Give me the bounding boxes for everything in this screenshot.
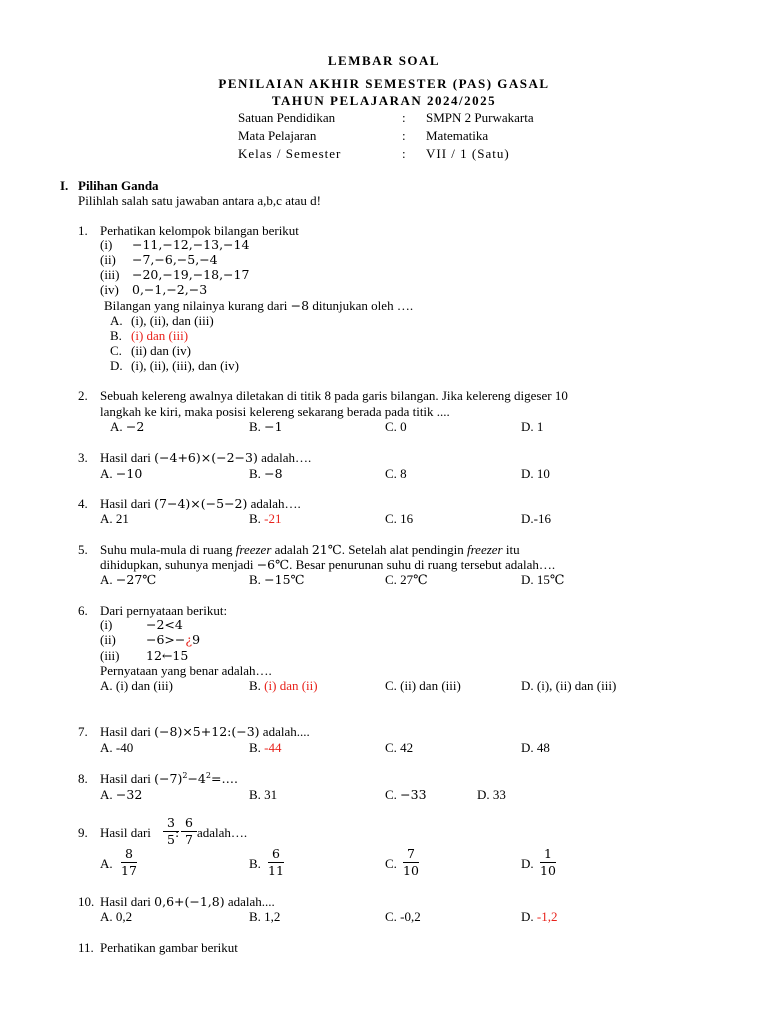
option-c[interactable]: C. -0,2	[385, 909, 421, 924]
option-d[interactable]: D. 48	[521, 740, 550, 755]
option-value-answer: -44	[264, 740, 282, 755]
info-colon: :	[402, 146, 406, 161]
option-letter: C.	[385, 787, 397, 802]
option-c[interactable]: C. 27℃	[385, 572, 428, 587]
expr-part: −4	[187, 771, 206, 786]
question-text	[100, 557, 555, 572]
option-b[interactable]: B. 31	[249, 787, 278, 802]
item-label: (i)	[100, 237, 113, 252]
option-a[interactable]: A. 21	[100, 511, 129, 526]
question-post: adalah....	[262, 724, 310, 739]
question-text: Perhatikan kelompok bilangan berikut	[100, 223, 299, 238]
option-letter[interactable]: D.	[110, 358, 123, 373]
text-part: dihidupkan, suhunya menjadi	[100, 557, 254, 572]
option-value: −2	[125, 419, 145, 434]
option-a[interactable]: A. -40	[100, 740, 134, 755]
item-value: 0,−1,−2,−3	[132, 282, 208, 297]
option-value: −8	[264, 466, 283, 481]
info-label: Satuan Pendidikan	[238, 110, 336, 125]
option-text-answer[interactable]: (i) dan (iii)	[131, 328, 189, 343]
option-b[interactable]	[249, 511, 282, 526]
question-number: 3.	[78, 450, 88, 465]
option-a[interactable]	[100, 787, 142, 802]
question-expression	[154, 771, 238, 786]
question-expression: 0,6+(−1,8)	[154, 894, 225, 909]
option-d[interactable]: D. 1	[521, 419, 544, 434]
option-d[interactable]	[521, 909, 557, 924]
text-part: . Setelah alat pendingin	[341, 542, 464, 557]
option-d-fraction[interactable]	[540, 847, 556, 878]
question-text	[100, 496, 301, 511]
section-number: I.	[60, 178, 69, 193]
option-letter: D.	[521, 909, 534, 924]
option-text[interactable]: (ii) dan (iv)	[131, 343, 191, 358]
question-number: 5.	[78, 542, 88, 557]
option-d[interactable]: D. 10	[521, 466, 550, 481]
item-label: (i)	[100, 617, 113, 632]
question-number: 9.	[78, 825, 88, 840]
option-a[interactable]	[100, 466, 142, 481]
numerator: 6	[185, 815, 193, 830]
option-a[interactable]: A. 0,2	[100, 909, 133, 924]
option-letter: A.	[100, 572, 113, 587]
numerator: 8	[125, 846, 133, 861]
question-number: 7.	[78, 724, 88, 739]
text-part: . Besar penurunan suhu di ruang tersebut adalah….	[289, 557, 556, 572]
option-value-answer: (i) dan (ii)	[264, 678, 318, 693]
section-title: Pilihan Ganda	[78, 178, 159, 193]
option-letter[interactable]: D.	[521, 856, 534, 871]
option-letter[interactable]: A.	[110, 313, 123, 328]
option-value-answer: -21	[264, 511, 282, 526]
question-pre: Hasil dari	[100, 894, 151, 909]
question-text: Dari pernyataan berikut:	[100, 603, 228, 618]
exponent: 2	[182, 770, 188, 780]
option-letter: B.	[249, 466, 261, 481]
option-value: −27℃	[115, 572, 157, 587]
numerator: 6	[272, 846, 280, 861]
text-italic: freezer	[235, 542, 272, 557]
item-value: −20,−19,−18,−17	[132, 267, 250, 282]
option-letter[interactable]: A.	[100, 856, 113, 871]
question-number: 11.	[78, 940, 94, 955]
option-letter: B.	[249, 511, 261, 526]
item-value: −11,−12,−13,−14	[132, 237, 250, 252]
expr-part: =….	[210, 771, 238, 786]
info-label: Mata Pelajaran	[238, 128, 317, 143]
option-b[interactable]	[249, 466, 283, 481]
option-b[interactable]: B. 1,2	[249, 909, 281, 924]
option-c[interactable]: C. 42	[385, 740, 414, 755]
math-value: 21℃	[311, 542, 342, 557]
denominator: 7	[185, 832, 193, 847]
question-number: 10.	[78, 894, 95, 909]
option-b[interactable]	[249, 678, 318, 693]
option-letter: B.	[249, 419, 261, 434]
prompt-text: ditunjukan oleh ….	[312, 298, 414, 313]
exponent: 2	[205, 770, 211, 780]
operator: :	[175, 825, 180, 840]
prompt-text: Bilangan yang nilainya kurang dari	[104, 298, 288, 313]
school-year: TAHUN PELAJARAN 2024/2025	[271, 93, 497, 108]
option-a[interactable]: A. (i) dan (iii)	[100, 678, 173, 693]
option-text[interactable]: (i), (ii), (iii), dan (iv)	[131, 358, 239, 373]
text-part: itu	[505, 542, 520, 557]
item-value: 12←15	[146, 648, 189, 663]
question-pre: Hasil dari	[100, 771, 151, 786]
denominator: 5	[167, 832, 175, 847]
option-letter[interactable]: C.	[385, 856, 397, 871]
question-post: adalah….	[261, 450, 312, 465]
item-value	[146, 632, 200, 647]
option-letter: B.	[249, 572, 261, 587]
question-pre: Hasil dari	[100, 724, 151, 739]
option-letter: A.	[100, 466, 113, 481]
item-label: (iii)	[100, 648, 120, 663]
question-pre: Hasil dari	[100, 825, 151, 840]
question-text: langkah ke kiri, maka posisi kelereng sekarang berada pada titik ....	[100, 404, 450, 419]
item-label: (ii)	[100, 252, 116, 267]
numerator: 3	[167, 815, 175, 830]
text-part: Suhu mula-mula di ruang	[100, 542, 233, 557]
question-number: 8.	[78, 771, 88, 786]
option-letter[interactable]: B.	[249, 856, 261, 871]
question-pre: Hasil dari	[100, 450, 151, 465]
option-d[interactable]: D.-16	[521, 511, 551, 526]
denominator: 10	[403, 863, 419, 878]
option-d[interactable]: D. (i), (ii) dan (iii)	[521, 678, 617, 693]
option-letter: B.	[249, 740, 261, 755]
option-b-fraction[interactable]	[268, 847, 284, 878]
question-expression: (−8)×5+12:(−3)	[154, 724, 260, 739]
info-colon: :	[402, 110, 406, 125]
info-value: SMPN 2 Purwakarta	[426, 110, 534, 125]
item-label: (iv)	[100, 282, 119, 297]
question-text: Sebuah kelereng awalnya diletakan di titik 8 pada garis bilangan. Jika kelereng digeser 10	[100, 388, 568, 403]
expr-part: (−7)	[154, 771, 183, 786]
option-c[interactable]: C. (ii) dan (iii)	[385, 678, 461, 693]
denominator: 10	[540, 863, 556, 878]
option-b[interactable]	[249, 740, 282, 755]
option-value: −33	[400, 787, 427, 802]
option-letter[interactable]: B.	[110, 328, 122, 343]
question-prompt: Pernyataan yang benar adalah….	[100, 663, 272, 678]
option-text[interactable]: (i), (ii), dan (iii)	[131, 313, 214, 328]
info-colon: :	[402, 128, 406, 143]
option-d[interactable]: D. 33	[477, 787, 506, 802]
option-value: −15℃	[264, 572, 305, 587]
option-c-fraction[interactable]	[403, 847, 419, 878]
item-label: (iii)	[100, 267, 120, 282]
option-c[interactable]: C. 0	[385, 419, 407, 434]
question-text	[100, 724, 310, 739]
numerator: 7	[407, 846, 415, 861]
numerator: 1	[544, 846, 552, 861]
info-label: Kelas / Semester	[238, 146, 342, 161]
question-text	[100, 894, 275, 909]
option-letter[interactable]: C.	[110, 343, 122, 358]
question-number: 6.	[78, 603, 88, 618]
question-expression: (7−4)×(−5−2)	[154, 496, 248, 511]
option-c[interactable]	[385, 787, 427, 802]
question-text: Perhatikan gambar berikut	[100, 940, 238, 955]
option-letter: A.	[100, 787, 113, 802]
question-pre: Hasil dari	[100, 496, 151, 511]
math-value: −6℃	[256, 557, 290, 572]
option-value: −10	[115, 466, 143, 481]
option-a[interactable]	[100, 572, 156, 587]
denominator: 11	[268, 863, 284, 878]
option-a[interactable]	[110, 419, 144, 434]
info-value: VII / 1 (Satu)	[426, 146, 510, 161]
question-text	[100, 771, 238, 786]
option-value: −1	[264, 419, 283, 434]
question-post: adalah….	[250, 496, 301, 511]
question-expression: (−4+6)×(−2−3)	[154, 450, 258, 465]
option-b[interactable]	[249, 572, 305, 587]
option-value: −32	[115, 787, 143, 802]
sheet-title: LEMBAR SOAL	[327, 53, 441, 68]
section-instruction: Pilihlah salah satu jawaban antara a,b,c atau d!	[78, 193, 321, 208]
option-d[interactable]: D. 15℃	[521, 572, 565, 587]
question-number: 4.	[78, 496, 88, 511]
question-number: 1.	[78, 223, 88, 238]
info-value: Matematika	[426, 128, 489, 143]
question-text	[100, 450, 311, 465]
prompt-math: −8	[290, 298, 310, 313]
text-part: adalah	[274, 542, 309, 557]
option-b[interactable]	[249, 419, 283, 434]
item-label: (ii)	[100, 632, 116, 647]
option-value-answer: -1,2	[536, 909, 558, 924]
option-letter: A.	[110, 419, 123, 434]
option-a-fraction[interactable]	[121, 847, 137, 878]
text-italic: freezer	[466, 542, 503, 557]
item-value-part: 9	[192, 632, 201, 647]
option-c[interactable]: C. 16	[385, 511, 414, 526]
denominator: 17	[121, 863, 137, 878]
item-value: −7,−6,−5,−4	[132, 252, 218, 267]
item-value-part: −6>−	[146, 632, 186, 647]
question-number: 2.	[78, 388, 88, 403]
question-post: adalah….	[197, 825, 248, 840]
item-value: −2<4	[146, 617, 183, 632]
option-c[interactable]: C. 8	[385, 466, 407, 481]
option-letter: B.	[249, 678, 261, 693]
exam-title: PENILAIAN AKHIR SEMESTER (PAS) GASAL	[218, 76, 550, 91]
item-value-glyph: ¿	[185, 632, 193, 647]
question-prompt	[104, 298, 413, 313]
question-text	[100, 542, 520, 557]
question-post: adalah....	[227, 894, 275, 909]
fraction	[181, 816, 197, 847]
